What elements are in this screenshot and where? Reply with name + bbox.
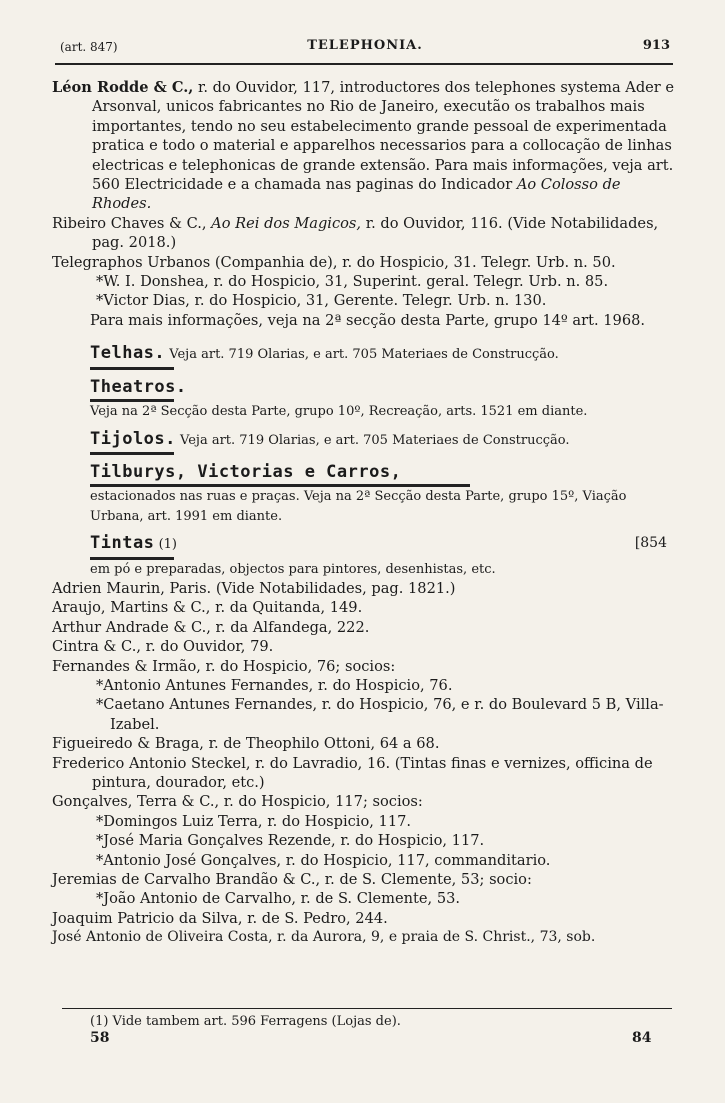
page-body	[52, 78, 677, 948]
sheet-number: 84	[632, 1030, 652, 1046]
section-note: estacionados nas ruas e praças. Veja na 2ª Secção desta Parte, grupo 15º, Viação Urbana, art. 1991 em diante.	[90, 489, 627, 524]
section-tintas	[90, 534, 677, 579]
section-title: Telhas.	[90, 343, 166, 364]
entry-jeremias: Jeremias de Carvalho Brandão & C., r. de S. Clemente, 53; socio:	[52, 871, 532, 889]
sub-entry: *Antonio José Gonçalves, r. do Hospicio, 117, commanditario.	[96, 851, 551, 869]
entry-figueiredo-braga: Figueiredo & Braga, r. de Theophilo Ottoni, 64 a 68.	[52, 735, 440, 753]
entry-fernandes-irmao: Fernandes & Irmão, r. do Hospicio, 76; socios:	[52, 657, 396, 675]
entry-frederico-steckel: Frederico Antonio Steckel, r. do Lavradio, 16. (Tintas finas e vernizes, officina de pintura, dourador, etc.)	[52, 754, 653, 791]
section-tijolos	[90, 430, 677, 455]
section-title: Theatros.	[90, 376, 187, 397]
running-header	[60, 38, 670, 58]
sub-entry: *Victor Dias, r. do Hospicio, 31, Gerente. Telegr. Urb. n. 130.	[96, 292, 547, 310]
header-title: TELEPHONIA.	[307, 38, 423, 53]
entry-jose-antonio: José Antonio de Oliveira Costa, r. da Aurora, 9, e praia de S. Christ., 73, sob.	[52, 929, 596, 946]
section-telhas	[90, 344, 677, 369]
footnote-rule	[62, 1008, 672, 1009]
header-rule	[55, 63, 673, 65]
section-note: Veja na 2ª Secção desta Parte, grupo 10º, Recreação, arts. 1521 em diante.	[90, 404, 588, 420]
section-title: Tintas	[90, 533, 155, 554]
sub-entry: *João Antonio de Carvalho, r. de S. Clemente, 53.	[96, 890, 461, 908]
section-rule	[90, 367, 174, 370]
entry-joaquim-patricio: Joaquim Patricio da Silva, r. de S. Pedro, 244.	[52, 909, 388, 927]
footnote-ref: (1)	[158, 537, 177, 553]
entry-adrien-maurin: Adrien Maurin, Paris. (Vide Notabilidades, pag. 1821.)	[52, 579, 456, 597]
sub-entry: *Domingos Luiz Terra, r. do Hospicio, 117.	[96, 812, 412, 830]
section-number: [854	[634, 535, 667, 552]
footnote: (1) Vide tambem art. 596 Ferragens (Lojas de).	[90, 1014, 401, 1029]
entry-cintra: Cintra & C., r. do Ouvidor, 79.	[52, 638, 274, 656]
sub-entry: *W. I. Donshea, r. do Hospicio, 31, Superint. geral. Telegr. Urb. n. 85.	[96, 273, 609, 291]
section-note: Veja art. 719 Olarias, e art. 705 Materiaes de Construcção.	[180, 432, 570, 448]
header-article-ref: (art. 847)	[60, 40, 118, 54]
entry-telegraphos-urbanos: Telegraphos Urbanos (Companhia de), r. do Hospicio, 31. Telegr. Urb. n. 50.	[52, 253, 616, 271]
sub-entry: *Caetano Antunes Fernandes, r. do Hospicio, 76, e r. do Boulevard 5 B, Villa-Izabel.	[96, 696, 664, 733]
entry-ribeiro-chaves: Ribeiro Chaves & C., Ao Rei dos Magicos, r. do Ouvidor, 116. (Vide Notabilidades, pag. 2018.)	[52, 214, 659, 252]
section-note: em pó e preparadas, objectos para pintores, desenhistas, etc.	[90, 561, 496, 577]
section-tilburys	[90, 463, 677, 526]
entry-arthur-andrade: Arthur Andrade & C., r. da Alfandega, 222.	[52, 618, 370, 636]
section-theatros	[90, 378, 677, 422]
section-note: Veja art. 719 Olarias, e art. 705 Materiaes de Construcção.	[169, 347, 559, 363]
more-info: Para mais informações, veja na 2ª secção desta Parte, grupo 14º art. 1968.	[90, 311, 646, 329]
section-title: Tijolos.	[90, 428, 176, 449]
sub-entry: *Antonio Antunes Fernandes, r. do Hospicio, 76.	[96, 676, 453, 694]
entry-leon-rodde: Léon Rodde & C., r. do Ouvidor, 117, introductores dos telephones systema Ader e Arsonval, unicos fabricantes no Rio de Janeiro, executão os trabalhos mais importantes, tendo no seu estabelecimento grande pessoal de experimentada pratica e todo o material e apparelhos necessarios para a collocação de linhas electricas e telephonicas de grande extensão. Para mais informações, veja art. 560 Electricidade e a chamada nas paginas do Indicador Ao Colosso de Rhodes.	[52, 79, 675, 213]
sub-entry: *José Maria Gonçalves Rezende, r. do Hospicio, 117.	[96, 832, 485, 850]
section-title: Tilburys, Victorias e Carros,	[90, 461, 402, 482]
header-page-number: 913	[642, 38, 670, 53]
entry-araujo-martins: Araujo, Martins & C., r. da Quitanda, 149.	[52, 599, 363, 617]
section-rule	[90, 452, 174, 455]
signature-mark: 58	[90, 1030, 110, 1046]
entry-goncalves-terra: Gonçalves, Terra & C., r. do Hospicio, 117; socios:	[52, 793, 423, 811]
